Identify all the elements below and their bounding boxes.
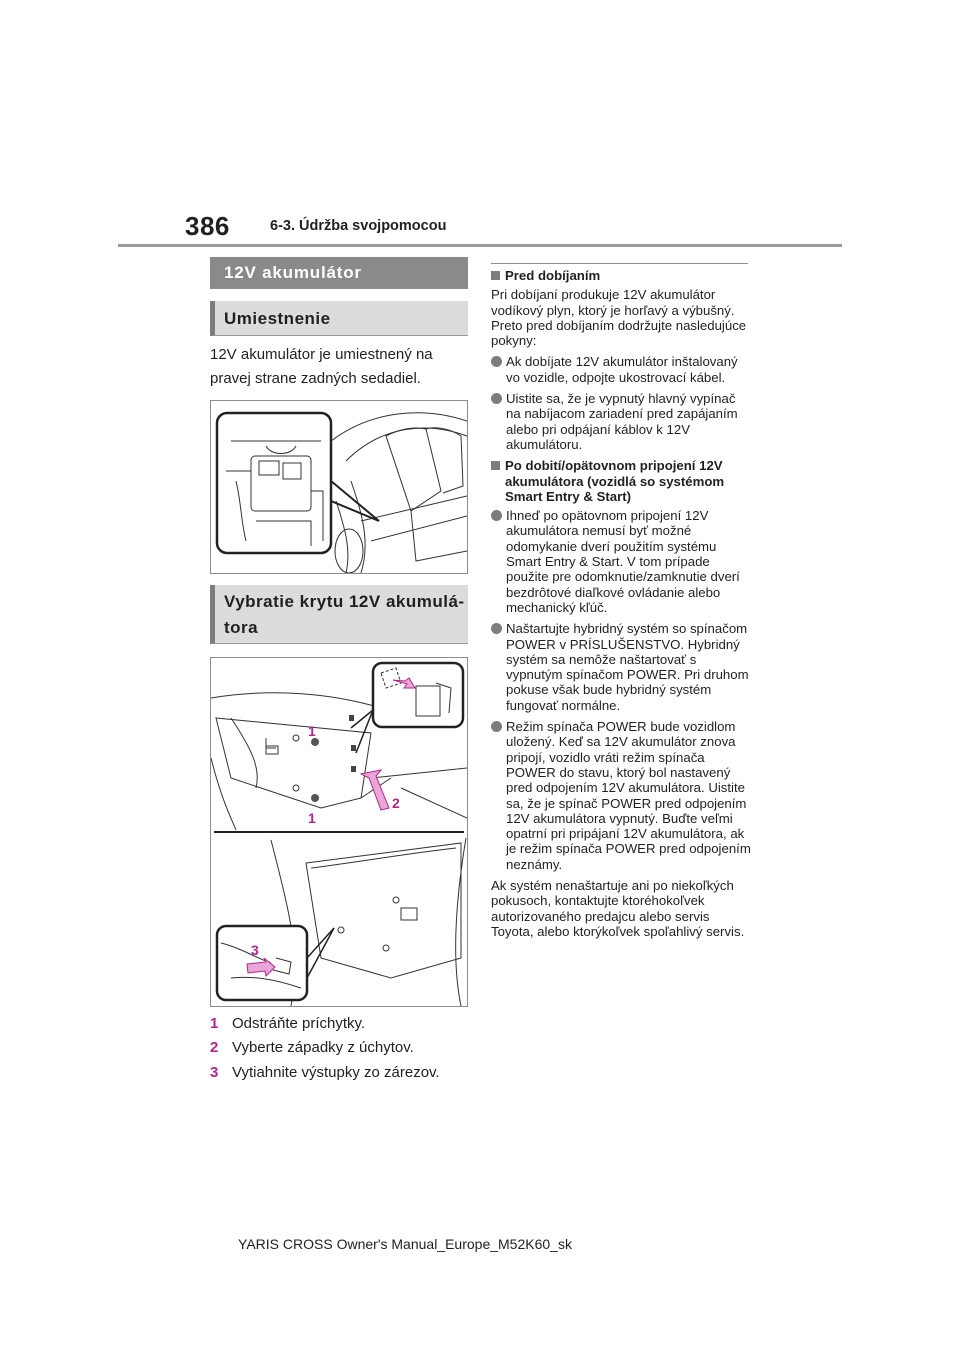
location-text: 12V akumulátor je umiestnený na pravej strane zadných sedadiel. [210, 346, 433, 387]
list-item [491, 508, 753, 615]
cover-heading-line-1: Vybratie krytu 12V akumulá- [224, 592, 465, 611]
right-column-rule [491, 263, 748, 264]
step-text: Odstráňte príchytky. [232, 1014, 366, 1032]
step-number: 2 [210, 1039, 219, 1057]
closing-text: Ak systém nenaštartuje ani po niekoľkých pokusoch, kontaktujte ktoréhokoľvek autorizovaného predajcu alebo servis Toyota, alebo ktorýkoľvek spoľahlivý servis. [491, 877, 745, 939]
pre-charge-text: Pri dobíjaní produkuje 12V akumulátor vodíkový plyn, ktorý je horľavý a výbušný. Preto pred dobíjaním dodržujte nasledujúce pokyny: [491, 287, 747, 349]
after-charge-heading-text: Po dobití/opätovnom pripojení 12V akumulátora (vozidlá so systémom Smart Entry & Start) [505, 458, 725, 504]
step-2 [210, 1036, 480, 1061]
square-bullet-icon [491, 461, 500, 470]
steps-list [210, 1011, 480, 1085]
main-heading: 12V akumulátor [210, 257, 468, 289]
cover-heading-line-2: tora [224, 618, 259, 637]
footer-text: YARIS CROSS Owner's Manual_Europe_M52K60_sk [238, 1236, 572, 1252]
list-item-text: Ihneď po opätovnom pripojení 12V akumulátora nemusí byť možné odomykanie dverí použitím systému Smart Entry & Start. V tom prípade použite pre odomknutie/zamknutie dverí bezdrôtové diaľkové ovládanie alebo mechanický kľúč. [506, 508, 740, 615]
round-bullet-icon [491, 356, 502, 367]
round-bullet-icon [491, 393, 502, 404]
location-heading: Umiestnenie [210, 301, 468, 336]
step-text: Vytiahnite výstupky zo zárezov. [232, 1063, 440, 1081]
list-item-text: Ak dobíjate 12V akumulátor inštalovaný vo vozidle, odpojte ukostrovací kábel. [506, 354, 738, 385]
callout-label-1b: 1 [308, 810, 316, 826]
step-text: Vyberte západky z úchytov. [232, 1039, 414, 1057]
cover-removal-drawing [211, 658, 467, 1006]
list-item-text: Režim spínača POWER bude vozidlom uložený. Keď sa 12V akumulátor znova pripojí, vozidlo vráti režim spínača POWER do stavu, ktorý bol nastavený pred odpojením 12V akumulátora. Uistite sa, že je spínač POWER pred odpojením 12V akumulátora vypnutý. Buďte veľmi opatrní pri pripájaní 12V akumulátora, ak je režim spínača POWER pred odpojením neznámy. [506, 719, 751, 872]
round-bullet-icon [491, 721, 502, 732]
page-footer [0, 1236, 960, 1252]
square-bullet-icon [491, 271, 500, 280]
list-item-text: Uistite sa, že je vypnutý hlavný vypínač na nabíjacom zariadení pred zapájaním alebo pri odpájaní káblov k 12V akumulátoru. [506, 391, 738, 452]
round-bullet-icon [491, 623, 502, 634]
list-item [491, 354, 753, 385]
list-item [491, 719, 753, 872]
list-item [491, 391, 753, 452]
step-number: 3 [210, 1063, 219, 1081]
callout-label-1a: 1 [308, 723, 316, 739]
right-column [491, 268, 753, 945]
callout-label-3: 3 [251, 942, 259, 958]
battery-location-drawing [211, 401, 467, 573]
after-charge-heading [491, 458, 753, 504]
pre-charge-heading [491, 268, 753, 283]
section-title: 6-3. Údržba svojpomocou [270, 218, 447, 234]
callout-label-2: 2 [392, 795, 400, 811]
step-1 [210, 1011, 480, 1036]
page-number: 386 [185, 211, 230, 241]
battery-location-illustration [210, 400, 468, 574]
cover-removal-heading [210, 585, 468, 644]
cover-removal-illustration [210, 657, 468, 1007]
step-number: 1 [210, 1014, 219, 1032]
round-bullet-icon [491, 510, 502, 521]
header-rule [118, 244, 842, 247]
step-3 [210, 1060, 480, 1085]
list-item-text: Naštartujte hybridný systém so spínačom POWER v PRÍSLUŠENSTVO. Hybridný systém sa nemôže naštartovať s vypnutým spínačom POWER. Pri druhom pokuse však bude hybridný systém fungovať normálne. [506, 621, 749, 713]
pre-charge-heading-text: Pred dobíjaním [505, 268, 601, 283]
list-item [491, 621, 753, 713]
